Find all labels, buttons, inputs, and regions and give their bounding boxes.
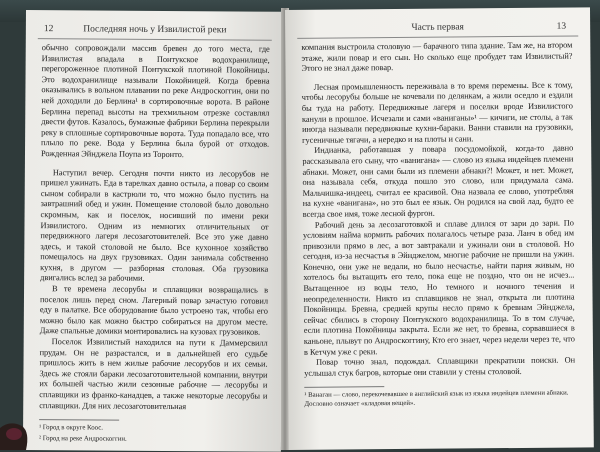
left-page-header bbox=[38, 20, 272, 41]
paragraph: Лесная промышленность переживала в то время перемены. Все к тому, чтобы лесорубы больше не кочевали по делянкам, а жили оседло и ездили бы туда на работу. Передвижные лагеря и поселки вроде Извилистого канули в прошлое. Исчезали и сами «ваниганы»¹ — кичиги, не столы, а так иногда называли передвижные кухни-бараки. Ванни ставили на грузовики, гусеничные тягачи, а нередко и на плоты и сани. bbox=[301, 80, 574, 145]
paragraph: Повар точно знал, подождал. Сплавщики прекратили поиски. Он услышал стук багров, которые они ставили у стены столовой. bbox=[304, 355, 576, 378]
paragraph: Рабочий день за лесозаготовкой и сплаве длился от зари до зари. По условиям найма кормить рабочих полагалось четыре раза. Ланч в обед им привозили прямо в лес, а вот завтракали и ужинали они в столовой. Но сегодня, из-за несчастья в Эйнджелом, многие рабочие не пришли на ужин. Конечно, они уже не ведали, но было несчастье, найти парня живым, но хотелось бы вытащить его тело, пока еще не поздно, что он не исчез... Вытащенное из воды тело, Но темного и ночного течения и неопределенности. Никто из сплавщиков не знал, открыта ли плотина Покойницы. Бревна, средней крупы несло прямо к бревнам Эйнджела, сейчас сбились в сторону Понтукского водохранилища. То в том случае, если плотина Покойницы закрыта. Если же нет, то бревна, сорвавшиеся в каньоне, плывут по Андроскоггину, Кто его знает, через недели через те, что в Кетчум уже с реки. bbox=[302, 217, 575, 357]
running-head: Часть первая bbox=[411, 22, 464, 33]
footnotes bbox=[304, 386, 575, 409]
paragraph: обычно сопровождали массив бревен до того места, где Извилистая впадала в Понтукское водохранилище, перегороженное плотиной Понтукской плотиной Покойницы. Это водохранилище называли Покойницей. Когда бревна оказывались в вольном плавании по реке Андроскоггин, они по ней доходили до Берлина¹ в сортировочные ворота. В районе Берлина перепад высоты на трехмильном отрезке составлял двести футов. Казалось, бумажные фабрики Берлина перекрыли реку в сплошные сортировочные ворота. Туда попадало все, что плыло по реке. Вода у Берлина была бурой от отходов. Рожденная Эйнджела Поупа из Торонто. bbox=[40, 43, 270, 160]
footnote: ¹ Ванаган — слово, перекочевавшее в английский язык из языка индейцев племени абнаки. Дословно означает «кладовая вещей». bbox=[304, 389, 569, 408]
right-page-header bbox=[297, 17, 578, 38]
hand-fingernail-icon bbox=[0, 410, 60, 450]
paragraph: В те времена лесорубы и сплавщики возвращались в поселок лишь перед сном. Лагерный повар зачастую готовил еду в палатке. Все оборудование было устроено так, чтобы его можно было как можно быстро собираться на другом месте. Даже спальные домики монтировались на кузовах грузовиков. bbox=[39, 284, 269, 338]
footnote: ¹ Город в округе Коос. bbox=[39, 424, 103, 432]
right-page bbox=[285, 7, 594, 450]
footnote: ² Город на реке Андроскоггин. bbox=[38, 434, 127, 443]
left-page-body bbox=[23, 43, 284, 445]
left-page bbox=[23, 10, 284, 452]
footnotes bbox=[39, 420, 267, 444]
paragraph: Наступил вечер. Сегодня почти никто из лесорубов не пришел ужинать. Еда в тарелках давно остыла, а повар со своим сыном собирали в кастрюли то, что можно было пустить на завтрашний обед и ужин. Помещение столовой было довольно скромным, как и поселок, носивший по имени реки Извилистого. Одним из немногих отличительных от передвижного лагеря лесозаготовителей. Все это уже давно здесь, и такой столовой не было. Все кухонное хозяйство помещалось на двух грузовиках. Один занимала собственно кухня, в другом — разборная столовая. Оба грузовика двигались вслед за рабочими. bbox=[40, 167, 269, 284]
page-number: 12 bbox=[43, 24, 54, 35]
paragraph: компания выстроила столовую — барачного типа здание. Там же, на втором этаже, жили повар и его сын. Но сколько еще пробудет там Извилистый? Этого не знал даже повар. bbox=[301, 40, 573, 74]
page-number: 13 bbox=[556, 21, 567, 32]
paragraph: Поселок Извилистый находился на пути к Даммерсвилл прудам. Он не разрастался, и в дальнейшей его судьбе пришлось жить в нем жилые рабочие лесорубов и их семьи. Здесь же стояли бараки лесозаготовительной компании, внутри их большей частью жили сезонные рабочие — лесорубы и сплавщики из франко-канадцев, а также некоторые лесорубы и сплавщики. Для них лесозаготовительная bbox=[39, 337, 268, 411]
running-head: Последняя ночь у Извилистой реки bbox=[83, 24, 227, 36]
right-page-body bbox=[285, 40, 593, 409]
paragraph: Индианка, работавшая у повара посудомойкой, когда-то давно рассказывала его сыну, что «ванигана» — слово из языка индейцев племени абнаки. Может, они сами были из племени абнаки?! Может, и нет. Может, она называла себя, откуда пошло это слово, или придумала сама. Мальчишка-индеец, считал ее красивой. Она назвала ее слово, употребляя на кухне «ванигана», но это был ее язык. Он родился на свой лад, будто ее всегда свое имя, тоже лесной фургон. bbox=[302, 143, 574, 219]
